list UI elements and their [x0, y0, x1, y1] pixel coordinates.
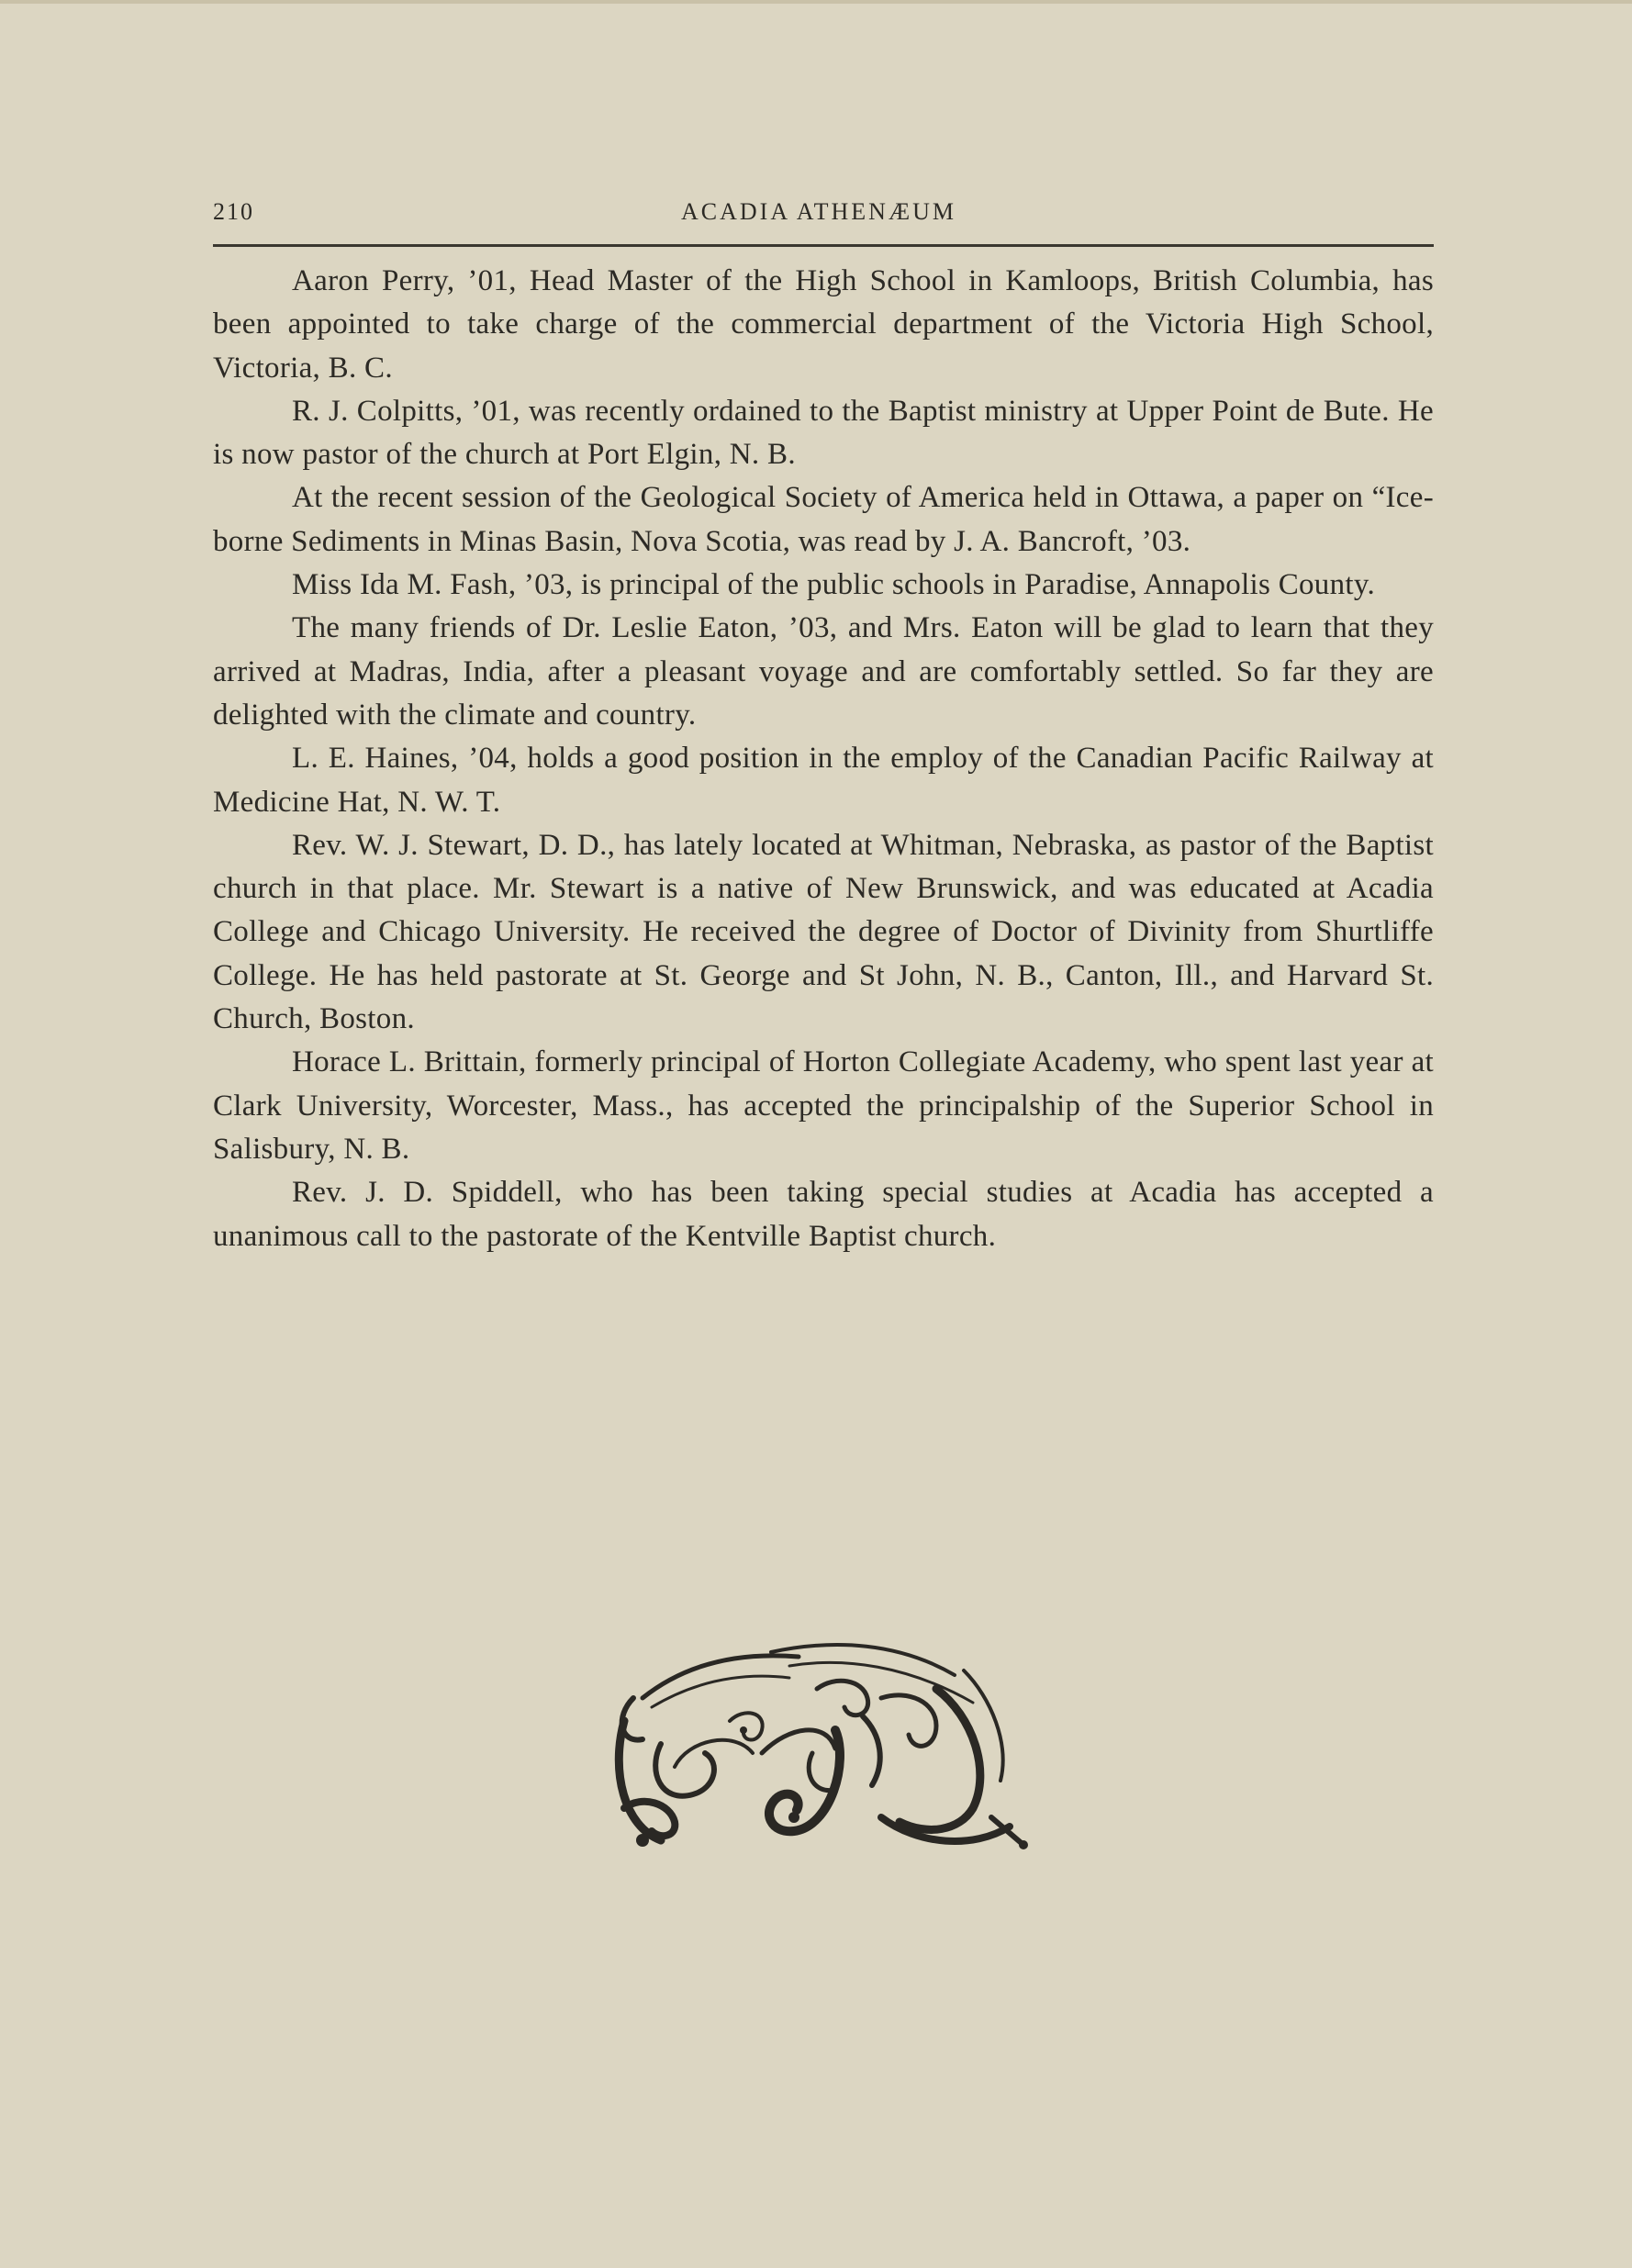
page-header [213, 191, 1434, 231]
header-rule [213, 244, 1434, 247]
page-edge [0, 0, 1632, 4]
paragraph: L. E. Haines, ’04, holds a good position in the employ of the Canadian Pacific Railway at Medicine Hat, N. W. T. [213, 742, 1434, 819]
paragraph: R. J. Colpitts, ’01, was recently ordained to the Baptist ministry at Upper Point de Bute. He is now pastor of the church at Port Elgin, N. B. [213, 394, 1434, 472]
paragraph: Rev. J. D. Spiddell, who has been taking special studies at Acadia has accepted a unanimous call to the pastorate of the Kentville Baptist church. [213, 1176, 1434, 1253]
ornament-icon [606, 1634, 1037, 1863]
paragraph: Miss Ida M. Fash, ’03, is principal of the public schools in Paradise, Annapolis County. [292, 568, 1376, 602]
paragraph: Aaron Perry, ’01, Head Master of the High School in Kamloops, British Columbia, has been appointed to take charge of the commercial department of the Victoria High School, Victoria, B. C. [213, 264, 1434, 385]
article-body [213, 260, 1434, 1258]
paragraph: Rev. W. J. Stewart, D. D., has lately located at Whitman, Nebraska, as pastor of the Baptist church in that place. Mr. Stewart is a native of New Brunswick, and was educated at Acadia College and Chicago University. He received the degree of Doctor of Divinity from Shurtliffe College. He has held pastorate at St. George and St John, N. B., Canton, Ill., and Harvard St. Church, Boston. [213, 828, 1434, 1036]
running-title: ACADIA ATHENÆUM [681, 198, 956, 225]
paragraph: Horace L. Brittain, formerly principal of Horton Collegiate Academy, who spent last year at Clark University, Worcester, Mass., has accepted the principalship of the Superior School in Salisbury, N. B. [213, 1045, 1434, 1166]
page-number: 210 [213, 198, 254, 225]
paragraph: At the recent session of the Geological Society of America held in Ottawa, a paper on “Ice-borne Sediments in Minas Basin, Nova Scotia, was read by J. A. Bancroft, ’03. [213, 481, 1434, 558]
paragraph: The many friends of Dr. Leslie Eaton, ’03, and Mrs. Eaton will be glad to learn that they arrived at Madras, India, after a pleasant voyage and are comfortably settled. So far they are delighted with the climate and country. [213, 611, 1434, 732]
